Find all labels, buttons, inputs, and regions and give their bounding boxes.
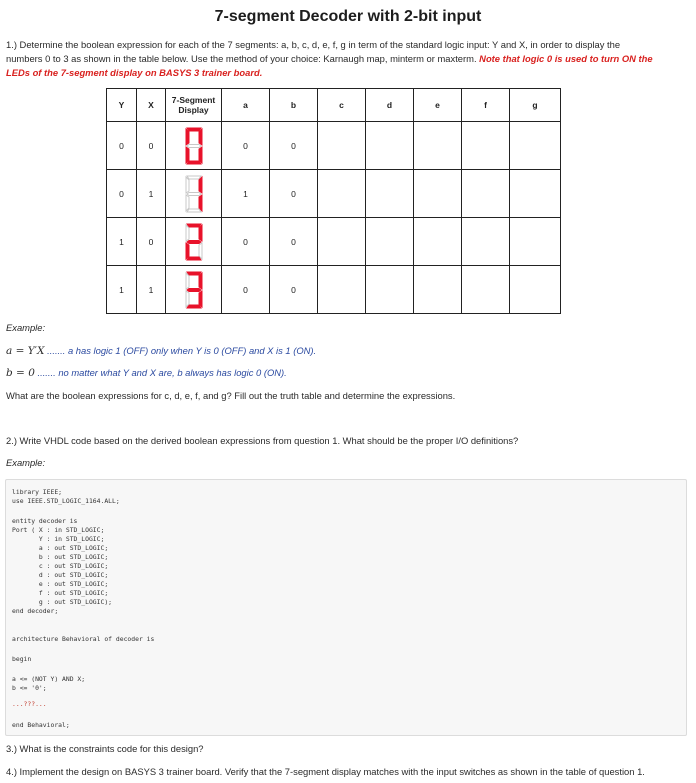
cell-y: 1 xyxy=(107,218,137,266)
segment-d xyxy=(187,305,201,308)
seven-segment-digit-icon xyxy=(183,222,205,262)
cell-g xyxy=(510,122,561,170)
truth-table xyxy=(106,88,561,314)
example-b-line xyxy=(6,367,287,379)
table-row xyxy=(107,170,561,218)
cell-g xyxy=(510,170,561,218)
segment-g xyxy=(187,240,201,243)
segment-a xyxy=(187,272,201,275)
code-placeholder: ...???... xyxy=(12,700,47,708)
cell-a: 1 xyxy=(222,170,270,218)
cell-c xyxy=(318,266,366,314)
question-1-line-2 xyxy=(6,52,690,66)
segment-e xyxy=(186,147,189,163)
header-f: f xyxy=(462,89,510,122)
cell-d xyxy=(366,122,414,170)
segment-f xyxy=(186,225,189,241)
table-header-row xyxy=(107,89,561,122)
code-begin: begin xyxy=(12,655,32,663)
header-g: g xyxy=(510,89,561,122)
segment-f xyxy=(186,273,189,289)
cell-d xyxy=(366,266,414,314)
seven-segment-digit-icon xyxy=(183,270,205,310)
segment-b xyxy=(199,129,202,145)
cell-d xyxy=(366,218,414,266)
cell-x: 0 xyxy=(137,122,166,170)
cell-e xyxy=(414,218,462,266)
segment-f xyxy=(186,129,189,145)
header-c: c xyxy=(318,89,366,122)
cell-c xyxy=(318,122,366,170)
code-entity: entity decoder is Port ( X : in STD_LOGIC; Y : in STD_LOGIC; a : out STD_LOGIC; b : out STD_LOGIC; c : out STD_LOGIC; d : out STD_LOGIC; e : out STD_LOGIC; f : out STD_LOGIC; g : out STD_LOGIC); end decoder; xyxy=(12,517,113,615)
seven-segment-display xyxy=(166,266,222,314)
code-library: library IEEE; use IEEE.STD_LOGIC_1164.ALL; xyxy=(12,488,120,505)
code-architecture: architecture Behavioral of decoder is xyxy=(12,635,155,643)
cell-b: 0 xyxy=(270,266,318,314)
header-display xyxy=(166,89,222,122)
question-1-note-b: LEDs of the 7-segment display on BASYS 3 trainer board. xyxy=(6,67,263,78)
question-2: 2.) Write VHDL code based on the derived boolean expressions from question 1. What should be the proper I/O definitions? xyxy=(6,435,519,446)
seven-segment-digit-icon xyxy=(183,174,205,214)
expression-a-description: ....... a has logic 1 (OFF) only when Y is 0 (OFF) and X is 1 (ON). xyxy=(47,345,317,356)
seven-segment-display xyxy=(166,122,222,170)
seven-segment-display xyxy=(166,218,222,266)
vhdl-code-block xyxy=(5,479,687,736)
cell-a: 0 xyxy=(222,266,270,314)
segment-b xyxy=(199,225,202,241)
table-row xyxy=(107,266,561,314)
cell-f xyxy=(462,266,510,314)
segment-g xyxy=(187,192,201,195)
segment-a xyxy=(187,224,201,227)
example-a-line xyxy=(6,345,316,357)
segment-c xyxy=(199,195,202,211)
header-d: d xyxy=(366,89,414,122)
cell-b: 0 xyxy=(270,218,318,266)
question-1-note-a: Note that logic 0 is used to turn ON the xyxy=(479,53,653,64)
question-4: 4.) Implement the design on BASYS 3 trainer board. Verify that the 7-segment display matches with the input switches as shown in the table of question 1. xyxy=(6,766,645,777)
cell-a: 0 xyxy=(222,218,270,266)
segment-b xyxy=(199,177,202,193)
segment-d xyxy=(187,161,201,164)
header-e: e xyxy=(414,89,462,122)
question-1-task: What are the boolean expressions for c, d, e, f, and g? Fill out the truth table and determine the expressions. xyxy=(6,390,456,401)
page-title: 7-segment Decoder with 2-bit input xyxy=(214,8,482,25)
question-2-example-label: Example: xyxy=(6,457,46,468)
cell-c xyxy=(318,170,366,218)
expression-a: a = Y′X xyxy=(6,345,45,357)
question-1-line-1: 1.) Determine the boolean expression for each of the 7 segments: a, b, c, d, e, f, g in term of the standard logic input: Y and X, in order to display the xyxy=(6,39,621,50)
cell-x: 0 xyxy=(137,218,166,266)
seven-segment-display xyxy=(166,170,222,218)
cell-g xyxy=(510,266,561,314)
segment-b xyxy=(199,273,202,289)
cell-f xyxy=(462,218,510,266)
segment-g xyxy=(187,288,201,291)
cell-f xyxy=(462,122,510,170)
table-row xyxy=(107,218,561,266)
expression-b: b = 0 xyxy=(6,367,35,379)
cell-d xyxy=(366,170,414,218)
header-x: X xyxy=(137,89,166,122)
header-a: a xyxy=(222,89,270,122)
segment-g xyxy=(187,144,201,147)
question-3: 3.) What is the constraints code for this design? xyxy=(6,743,204,754)
cell-f xyxy=(462,170,510,218)
segment-f xyxy=(186,177,189,193)
cell-g xyxy=(510,218,561,266)
segment-e xyxy=(186,243,189,259)
expression-b-description: ....... no matter what Y and X are, b always has logic 0 (ON). xyxy=(37,367,287,378)
segment-e xyxy=(186,195,189,211)
segment-c xyxy=(199,291,202,307)
cell-y: 1 xyxy=(107,266,137,314)
segment-d xyxy=(187,209,201,212)
segment-e xyxy=(186,291,189,307)
segment-d xyxy=(187,257,201,260)
segment-c xyxy=(199,147,202,163)
question-1 xyxy=(6,38,690,80)
header-b: b xyxy=(270,89,318,122)
code-end: end Behavioral; xyxy=(12,721,70,729)
example-label: Example: xyxy=(6,322,46,333)
header-display-line-2: Display xyxy=(178,105,209,115)
segment-a xyxy=(187,176,201,179)
segment-c xyxy=(199,243,202,259)
header-y: Y xyxy=(107,89,137,122)
table-row xyxy=(107,122,561,170)
cell-b: 0 xyxy=(270,122,318,170)
cell-x: 1 xyxy=(137,266,166,314)
cell-e xyxy=(414,266,462,314)
cell-e xyxy=(414,122,462,170)
header-display-line-1: 7-Segment xyxy=(171,95,216,105)
seven-segment-digit-icon xyxy=(183,126,205,166)
question-1-text-b: numbers 0 to 3 as shown in the table below. Use the method of your choice: Karnaugh map, minterm or maxterm. xyxy=(6,53,477,64)
cell-x: 1 xyxy=(137,170,166,218)
cell-c xyxy=(318,218,366,266)
code-assignments: a <= (NOT Y) AND X; b <= '0'; xyxy=(12,675,86,692)
cell-b: 0 xyxy=(270,170,318,218)
cell-a: 0 xyxy=(222,122,270,170)
cell-y: 0 xyxy=(107,122,137,170)
cell-e xyxy=(414,170,462,218)
cell-y: 0 xyxy=(107,170,137,218)
segment-a xyxy=(187,128,201,131)
